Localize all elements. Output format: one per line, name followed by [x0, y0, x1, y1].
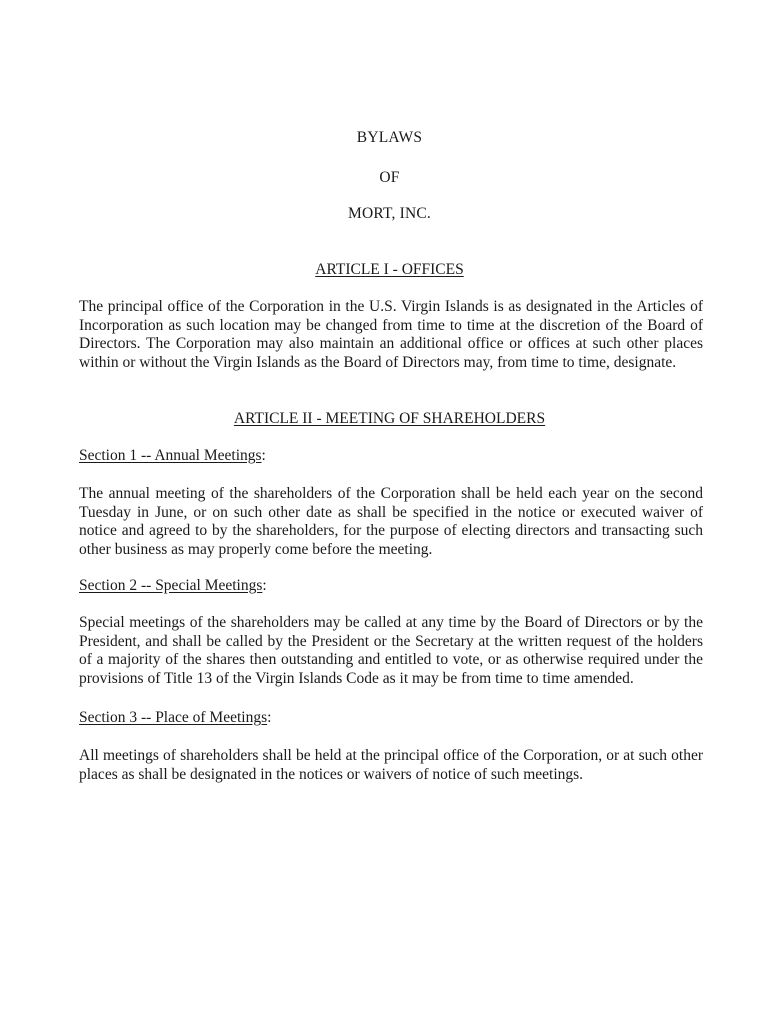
- article-2-heading: ARTICLE II - MEETING OF SHAREHOLDERS: [233, 410, 546, 427]
- section-3-paragraph: All meetings of shareholders shall be held at the principal office of the Corporation, or at such other places as shall be designated in the notices or waivers of notice of such meetings.: [79, 747, 703, 783]
- section-3-heading: Section 3 -- Place of Meetings:: [79, 709, 272, 726]
- document-title: BYLAWS: [356, 129, 423, 146]
- section-1-title: Section 1 -- Annual Meetings: [79, 447, 262, 464]
- section-2-title: Section 2 -- Special Meetings: [79, 577, 263, 594]
- article-1-heading: ARTICLE I - OFFICES: [315, 261, 464, 278]
- section-1-paragraph: The annual meeting of the shareholders of the Corporation shall be held each year on the second Tuesday in June, or on such other date as shall be specified in the notice or executed waiver of notice and agreed to by the shareholders, for the purpose of electing directors and transacting such other business as may properly come before the meeting.: [79, 485, 703, 558]
- section-2-paragraph: Special meetings of the shareholders may be called at any time by the Board of Directors or by the President, and shall be called by the President or the Secretary at the written request of the holders of a majority of the shares then outstanding and entitled to vote, or as otherwise required under the provisions of Title 13 of the Virgin Islands Code as it may be from time to time amended.: [79, 614, 703, 687]
- document-title-of: OF: [379, 169, 400, 186]
- article-1-paragraph: The principal office of the Corporation in the U.S. Virgin Islands is as designated in the Articles of Incorporation as such location may be changed from time to time at the discretion of the Board of Directors. The Corporation may also maintain an additional office or offices at such other places within or without the Virgin Islands as the Board of Directors may, from time to time, designate.: [79, 298, 703, 371]
- section-1-heading: Section 1 -- Annual Meetings:: [79, 447, 266, 464]
- section-2-heading: Section 2 -- Special Meetings:: [79, 577, 267, 594]
- company-name: MORT, INC.: [347, 205, 432, 222]
- section-3-title: Section 3 -- Place of Meetings: [79, 709, 268, 726]
